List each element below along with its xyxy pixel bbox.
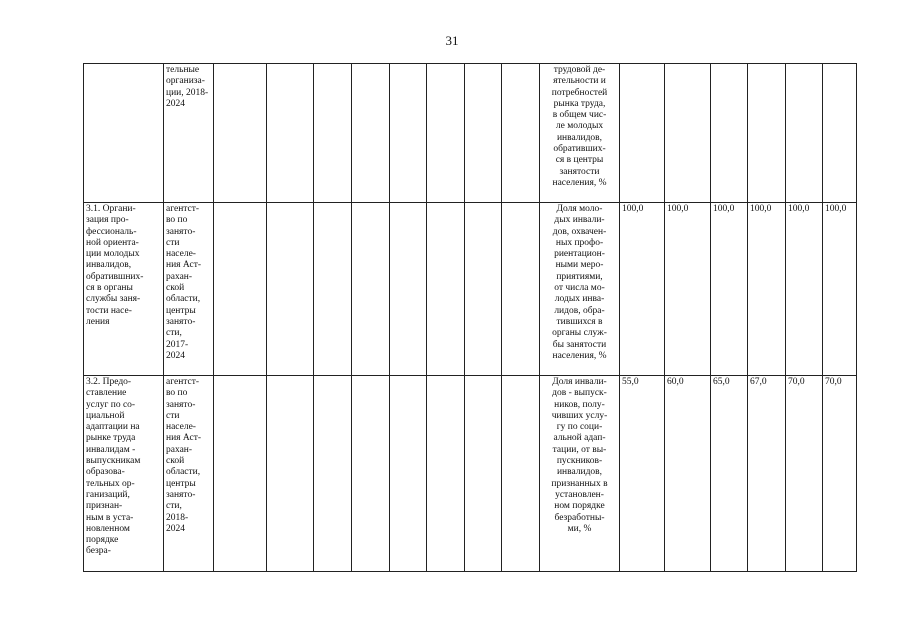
empty-cell bbox=[352, 64, 390, 203]
indicator-cell: трудовой де- ятельности и потребностей рынка труда, в общем чис- ле молодых инвалидов, обративших- ся в центры занятости населения, % bbox=[540, 64, 620, 203]
empty-cell bbox=[214, 64, 267, 203]
empty-cell bbox=[502, 376, 540, 572]
value-cell bbox=[665, 64, 711, 203]
page-number: 31 bbox=[445, 33, 459, 48]
empty-cell bbox=[465, 376, 502, 572]
value-cell: 70,0 bbox=[786, 376, 823, 572]
empty-cell bbox=[390, 203, 427, 376]
value-cell bbox=[786, 64, 823, 203]
value-cell bbox=[748, 64, 786, 203]
activity-cell bbox=[84, 64, 164, 203]
value-cell bbox=[823, 64, 857, 203]
empty-cell bbox=[427, 64, 465, 203]
empty-cell bbox=[427, 203, 465, 376]
empty-cell bbox=[267, 64, 314, 203]
empty-cell bbox=[390, 64, 427, 203]
activity-cell: 3.2. Предо- ставление услуг по со- циальной адаптации на рынке труда инвалидам - выпускникам образова- тельных ор- ганизаций, признан- ным в уста- новленном порядке безра- bbox=[84, 376, 164, 572]
empty-cell bbox=[427, 376, 465, 572]
empty-cell bbox=[267, 203, 314, 376]
executor-cell: агентст- во по занято- сти населе- ния Аст- рахан- ской области, центры занято- сти, 2018- 2024 bbox=[164, 376, 214, 572]
empty-cell bbox=[465, 203, 502, 376]
value-cell: 100,0 bbox=[823, 203, 857, 376]
value-cell: 100,0 bbox=[665, 203, 711, 376]
value-cell: 100,0 bbox=[786, 203, 823, 376]
value-cell bbox=[620, 64, 665, 203]
value-cell: 100,0 bbox=[748, 203, 786, 376]
empty-cell bbox=[352, 376, 390, 572]
empty-cell bbox=[314, 203, 352, 376]
empty-cell bbox=[502, 203, 540, 376]
indicator-cell: Доля инвали- дов - выпуск- ников, полу- чивших услу- гу по соци- альной адап- тации, от вы- пускников- инвалидов, признанных в установлен- ном порядке безработны- ми, % bbox=[540, 376, 620, 572]
value-cell: 67,0 bbox=[748, 376, 786, 572]
empty-cell bbox=[390, 376, 427, 572]
table-row bbox=[84, 203, 857, 376]
executor-cell: агентст- во по занято- сти населе- ния Аст- рахан- ской области, центры занято- сти, 2017- 2024 bbox=[164, 203, 214, 376]
empty-cell bbox=[352, 203, 390, 376]
table-row bbox=[84, 64, 857, 203]
empty-cell bbox=[214, 376, 267, 572]
value-cell: 100,0 bbox=[711, 203, 748, 376]
empty-cell bbox=[214, 203, 267, 376]
value-cell: 55,0 bbox=[620, 376, 665, 572]
activity-cell: 3.1. Органи- зация про- фессиональ- ной ориента- ции молодых инвалидов, обратившних- ся в органы службы заня- тости насе- ления bbox=[84, 203, 164, 376]
value-cell bbox=[711, 64, 748, 203]
executor-cell: тельные организа- ции, 2018- 2024 bbox=[164, 64, 214, 203]
empty-cell bbox=[267, 376, 314, 572]
empty-cell bbox=[465, 64, 502, 203]
value-cell: 60,0 bbox=[665, 376, 711, 572]
value-cell: 65,0 bbox=[711, 376, 748, 572]
indicator-cell: Доля моло- дых инвали- дов, охвачен- ных профо- риентацион- ными меро- приятиями, от числа мо- лодых инва- лидов, обра- тившихся в органы служ- бы занятости населения, % bbox=[540, 203, 620, 376]
program-table bbox=[83, 63, 857, 572]
empty-cell bbox=[502, 64, 540, 203]
value-cell: 100,0 bbox=[620, 203, 665, 376]
table-row bbox=[84, 376, 857, 572]
empty-cell bbox=[314, 376, 352, 572]
empty-cell bbox=[314, 64, 352, 203]
value-cell: 70,0 bbox=[823, 376, 857, 572]
